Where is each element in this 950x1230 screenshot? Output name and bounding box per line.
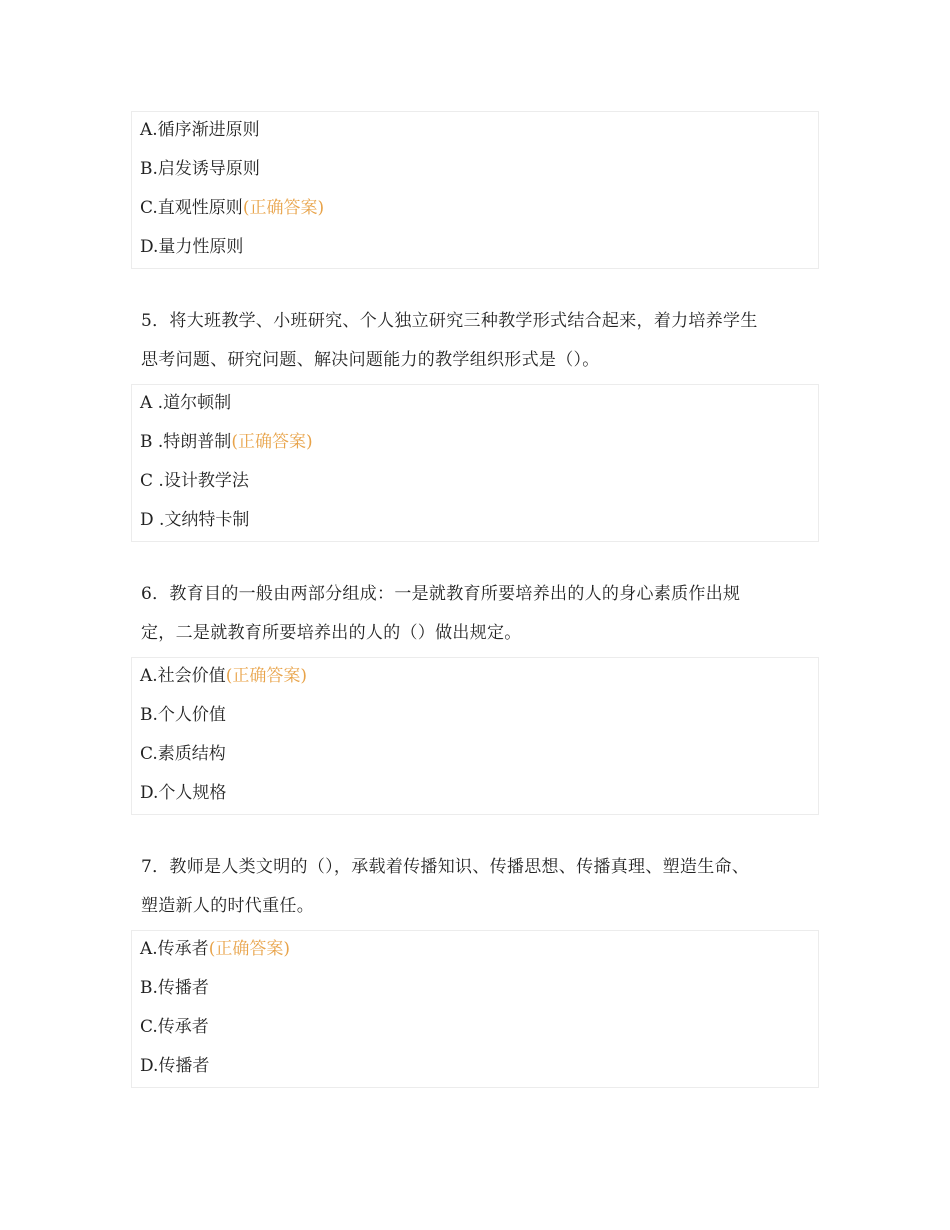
question-5-text [131, 302, 839, 380]
question-line: 定，二是就教育所要培养出的人的（）做出规定。 [141, 623, 522, 643]
option-d: D.个人规格 [140, 783, 227, 803]
correct-answer-mark: (正确答案) [242, 198, 325, 218]
option-a: A .道尔顿制 [140, 393, 232, 413]
option-b: B.传播者 [140, 978, 209, 998]
question-5-options [131, 384, 819, 542]
option-a: A.传承者(正确答案) [140, 939, 290, 959]
correct-answer-mark: (正确答案) [208, 939, 290, 959]
question-line: 6．教育目的一般由两部分组成：一是就教育所要培养出的人的身心素质作出规 [141, 584, 741, 604]
option-d: D .文纳特卡制 [140, 510, 250, 530]
option-c: C .设计教学法 [140, 471, 249, 491]
option-c: C.直观性原则(正确答案) [140, 198, 325, 218]
question-4-options [131, 111, 819, 269]
question-7-text [131, 848, 839, 926]
option-c: C.素质结构 [140, 744, 226, 764]
option-a: A.社会价值(正确答案) [140, 666, 307, 686]
question-6-options [131, 657, 819, 815]
correct-answer-mark: (正确答案) [231, 432, 313, 452]
question-line: 5．将大班教学、小班研究、个人独立研究三种教学形式结合起来，着力培养学生 [141, 311, 758, 331]
question-line: 塑造新人的时代重任。 [141, 896, 314, 916]
question-line: 思考问题、研究问题、解决问题能力的教学组织形式是（）。 [141, 350, 600, 370]
question-7-options [131, 930, 819, 1088]
correct-answer-mark: (正确答案) [225, 666, 307, 686]
option-a: A.循序渐进原则 [140, 120, 260, 140]
option-b: B.启发诱导原则 [140, 159, 260, 179]
question-6-text [131, 575, 839, 653]
question-line: 7．教师是人类文明的（），承载着传播知识、传播思想、传播真理、塑造生命、 [141, 857, 750, 877]
option-b: B .特朗普制(正确答案) [140, 432, 313, 452]
option-c: C.传承者 [140, 1017, 209, 1037]
option-d: D.量力性原则 [140, 237, 244, 257]
option-b: B.个人价值 [140, 705, 226, 725]
option-d: D.传播者 [140, 1056, 210, 1076]
